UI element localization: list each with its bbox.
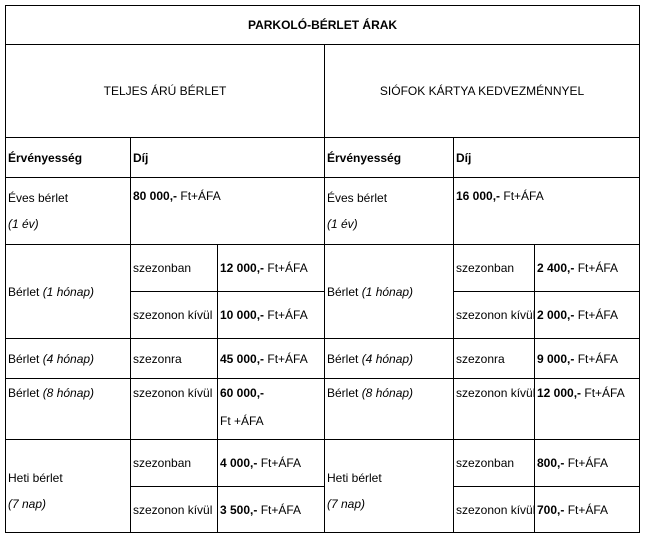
annual-name: Éves bérlet [8, 191, 69, 205]
month-left-in-price: 12 000,- [220, 261, 265, 275]
weekly-period-right: (7 nap) [327, 497, 366, 511]
eight-month-name: Bérlet [8, 386, 43, 400]
month-left-off-suffix: Ft+ÁFA [264, 308, 308, 322]
four-month-right-price: 9 000,- [537, 351, 575, 366]
eight-month-price-right [535, 379, 640, 440]
month-off-price-right [535, 292, 640, 339]
four-month-left-suffix: Ft+ÁFA [264, 351, 308, 366]
weekly-period: (7 nap) [8, 497, 47, 511]
month-right-off-price: 2 000,- [537, 308, 575, 322]
weekly-off-price-right [535, 487, 640, 533]
annual-validity-left [6, 178, 131, 245]
eight-month-price-left [218, 379, 325, 440]
annual-name-right: Éves bérlet [327, 191, 388, 205]
weekly-right-in-suffix: Ft+ÁFA [564, 456, 609, 470]
weekly-in-season-left: szezonban [131, 440, 218, 487]
month-in-price-left [218, 245, 325, 292]
table-row-eight-month [6, 379, 640, 440]
weekly-name: Heti bérlet [8, 471, 63, 485]
weekly-in-price-left [218, 440, 325, 487]
month-validity-right [325, 245, 454, 339]
eight-month-left-price: 60 000,- [220, 386, 265, 400]
annual-period-right: (1 év) [327, 217, 358, 231]
month-right-in-suffix: Ft+ÁFA [574, 261, 619, 275]
eight-month-period: (8 hónap) [42, 386, 95, 400]
four-month-name: Bérlet [8, 351, 43, 366]
header-row [6, 45, 640, 138]
eight-month-left-suffix: Ft +ÁFA [220, 414, 264, 428]
header-siofok-card: SIÓFOK KÁRTYA KEDVEZMÉNNYEL [325, 45, 640, 138]
month-off-season-left: szezonon kívül [131, 292, 218, 339]
weekly-validity-right [325, 440, 454, 533]
weekly-right-off-price: 700,- [537, 502, 565, 517]
eight-month-right-price: 12 000,- [537, 386, 582, 400]
weekly-left-off-suffix: Ft+ÁFA [257, 502, 302, 517]
month-in-season-right: szezonban [454, 245, 535, 292]
eight-month-right-suffix: Ft+ÁFA [581, 386, 625, 400]
month-in-season-left: szezonban [131, 245, 218, 292]
col-validity-right: Érvényesség [325, 138, 454, 178]
eight-month-validity-right [325, 379, 454, 440]
eight-month-period-right: (8 hónap) [361, 386, 414, 400]
annual-left-suffix: Ft+ÁFA [177, 189, 221, 203]
month-period: (1 hónap) [42, 284, 95, 299]
annual-right-suffix: Ft+ÁFA [500, 189, 544, 203]
four-month-price-left [218, 339, 325, 379]
weekly-left-in-price: 4 000,- [220, 456, 258, 470]
eight-month-season-right: szezonon kívül [454, 379, 535, 440]
eight-month-name-right: Bérlet [327, 386, 362, 400]
eight-month-season-left: szezonon kívül [131, 379, 218, 440]
table-row-weekly-in [6, 440, 640, 487]
weekly-off-price-left [218, 487, 325, 533]
four-month-validity-left [6, 339, 131, 379]
four-month-name-right: Bérlet [327, 351, 362, 366]
annual-validity-right [325, 178, 454, 245]
annual-price-right [454, 178, 640, 245]
weekly-right-off-suffix: Ft+ÁFA [564, 502, 609, 517]
month-off-season-right: szezonon kívül [454, 292, 535, 339]
four-month-right-suffix: Ft+ÁFA [574, 351, 619, 366]
four-month-season-left: szezonra [131, 339, 218, 379]
eight-month-validity-left [6, 379, 131, 440]
table-row-month-in [6, 245, 640, 292]
four-month-period: (4 hónap) [42, 351, 95, 366]
weekly-left-in-suffix: Ft+ÁFA [257, 456, 302, 470]
table-row-four-month [6, 339, 640, 379]
col-fee-right: Díj [454, 138, 640, 178]
four-month-left-price: 45 000,- [220, 351, 265, 366]
price-table [5, 5, 640, 533]
four-month-price-right [535, 339, 640, 379]
month-right-in-price: 2 400,- [537, 261, 575, 275]
month-left-in-suffix: Ft+ÁFA [264, 261, 308, 275]
annual-right-price: 16 000,- [456, 189, 501, 203]
month-left-off-price: 10 000,- [220, 308, 265, 322]
weekly-name-right: Heti bérlet [327, 471, 382, 485]
month-name: Bérlet [8, 284, 43, 299]
weekly-validity-left [6, 440, 131, 533]
month-name-right: Bérlet [327, 284, 362, 299]
month-validity-left [6, 245, 131, 339]
weekly-off-season-right: szezonon kívül [454, 487, 535, 533]
four-month-validity-right [325, 339, 454, 379]
month-right-off-suffix: Ft+ÁFA [574, 308, 619, 322]
annual-price-left [131, 178, 325, 245]
annual-left-price: 80 000,- [133, 189, 178, 203]
weekly-right-in-price: 800,- [537, 456, 565, 470]
weekly-off-season-left: szezonon kívül [131, 487, 218, 533]
four-month-season-right: szezonra [454, 339, 535, 379]
month-off-price-left [218, 292, 325, 339]
weekly-in-season-right: szezonban [454, 440, 535, 487]
table-title: PARKOLÓ-BÉRLET ÁRAK [6, 6, 640, 45]
four-month-period-right: (4 hónap) [361, 351, 414, 366]
month-in-price-right [535, 245, 640, 292]
annual-period: (1 év) [8, 217, 39, 231]
weekly-in-price-right [535, 440, 640, 487]
weekly-left-off-price: 3 500,- [220, 502, 258, 517]
month-period-right: (1 hónap) [361, 284, 414, 299]
column-header-row [6, 138, 640, 178]
table-row-annual [6, 178, 640, 245]
title-row [6, 6, 640, 45]
col-validity-left: Érvényesség [6, 138, 131, 178]
col-fee-left: Díj [131, 138, 325, 178]
header-full-price: TELJES ÁRÚ BÉRLET [6, 45, 325, 138]
